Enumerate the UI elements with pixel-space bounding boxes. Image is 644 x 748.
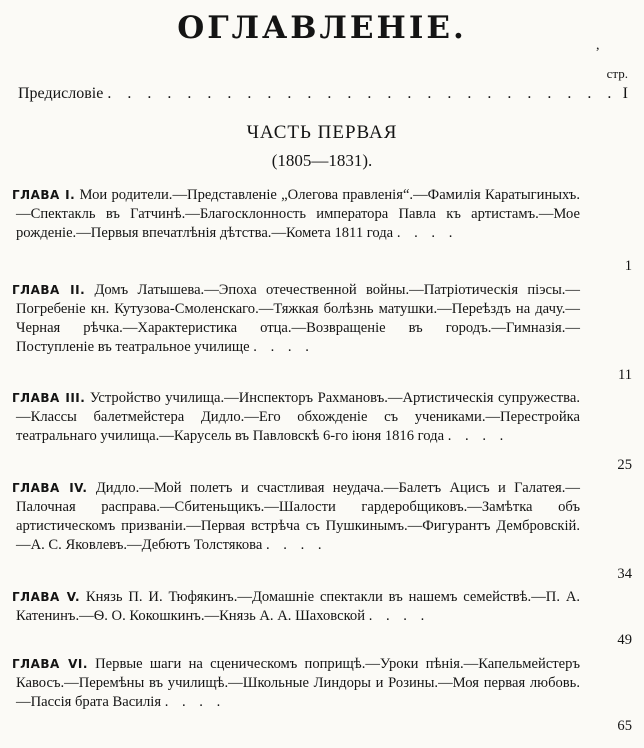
preface-label: Предисловіе (18, 85, 104, 102)
chapter-text: Первые шаги на сценическомъ поприщѣ.—Уроки пѣнія.—Капельмейстеръ Кавосъ.—Перемѣны въ училищѣ.—Школьные Линдоры и Розины.—Моя первая любовь.—Пассія брата Василія (16, 656, 581, 711)
dot-leader: . . . . (253, 339, 314, 356)
chapter-page: 11 (617, 367, 632, 383)
chapter-page: 25 (617, 457, 632, 473)
chapter-label: ГЛАВА V. (12, 590, 81, 604)
page-column-header: стр. (606, 66, 628, 81)
margin-mark: , (596, 38, 600, 53)
chapter-label: ГЛАВА I. (12, 188, 76, 202)
chapter-text: Мои родители.—Представленіе „Олегова правленія“.—Фамилія Каратыгиныхъ.—Спектакль въ Гатчинѣ.—Благосклонность императора Павла къ артистамъ.—Мое рожденіе.—Первыя впечатлѣнія дѣтства.—Комета 1811 года (16, 187, 580, 242)
dot-leader: . . . . (368, 608, 430, 625)
chapter-entry (12, 588, 581, 626)
part-years: (1805—1831). (271, 151, 373, 170)
preface-page: I (622, 85, 628, 102)
chapter-text: Домъ Латышева.—Эпоха отечественной войны.—Патріотическія пiэсы.—Погребеніе кн. Кутузова-Смоленскаго.—Тяжкая болѣзнь матушки.—Переѣздъ на дачу.—Черная рѣчка.—Характеристика отца.—Возвращеніе въ городъ.—Гимназія.—Поступленіе въ театральное училище (16, 282, 581, 356)
part-title: ЧАСТЬ ПЕРВАЯ (246, 122, 398, 143)
chapter-text: Дидло.—Мой полетъ и счастливая неудача.—Балетъ Ацисъ и Галатея.—Палочная расправа.—Сбитеньщикъ.—Шалости гардеробщиковъ.—Замѣтка объ артистическомъ призваніи.—Первая встрѣча съ Пушкинымъ.—Фигурантъ Дембровскій.—А. С. Яковлевъ.—Дебютъ Толстякова (16, 480, 580, 554)
page-title: ОГЛАВЛЕНІЕ. (177, 10, 467, 46)
chapter-entry (12, 655, 581, 712)
chapter-entry (12, 281, 581, 357)
chapter-text: Устройство училища.—Инспекторъ Рахмановъ.—Артистическія супружества.—Классы балетмейстера Дидло.—Его обхожденіе съ учениками.—Перестройка театральнаго училища.—Карусель въ Павловскѣ 6-го іюня 1816 года (16, 390, 581, 445)
chapter-label: ГЛАВА IV. (12, 481, 88, 495)
chapter-label: ГЛАВА III. (12, 391, 86, 405)
dot-leader: . . . . (396, 225, 458, 242)
chapter-page: 1 (624, 258, 632, 274)
chapter-entry (12, 186, 580, 243)
dot-leader (103, 85, 622, 103)
chapter-page: 49 (617, 632, 632, 648)
chapter-page: 34 (617, 566, 632, 582)
chapter-entry (12, 479, 580, 555)
dot-leader: . . . . (447, 428, 509, 445)
chapter-label: ГЛАВА II. (12, 283, 86, 297)
chapter-label: ГЛАВА VI. (12, 657, 88, 671)
dot-leader: . . . . (164, 694, 226, 711)
preface-entry (18, 85, 628, 103)
chapter-page: 65 (617, 718, 632, 734)
chapter-text: Князь П. И. Тюфякинъ.—Домашніе спектакли въ нашемъ семействѣ.—П. А. Катенинъ.—Ѳ. О. Кокошкинъ.—Князь А. А. Шаховской (16, 589, 581, 625)
dot-leader: . . . . (266, 537, 327, 554)
chapter-entry (12, 389, 581, 446)
